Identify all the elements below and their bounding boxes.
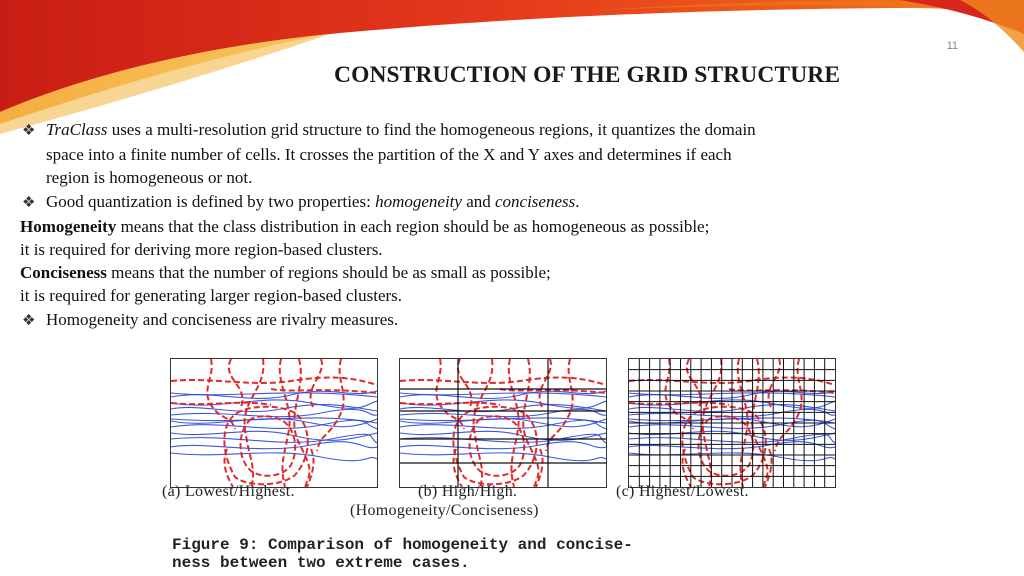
trajectory-red [171,378,377,385]
trajectory-blue [400,420,606,429]
panel-lowest-highest [170,358,378,488]
bullet-text: uses a multi-resolution grid structure to find the homogeneous regions, it quantizes the domain [107,120,756,139]
caption-b: (b) High/High. [418,483,518,500]
homogeneity-definition [20,215,1010,238]
trajectory-blue [171,442,377,449]
trajectory-blue [400,442,606,449]
bullet-text: . [575,191,580,211]
bullet-rivalry [20,308,1010,333]
definition-text: means that the class distribution in each region should be as homogeneous as possible; [116,216,710,236]
definition-term: Conciseness [20,263,107,283]
trajectory-blue [400,393,606,397]
bullet-continuation: region is homogeneous or not. [46,168,253,188]
trajectory-blue [171,453,377,461]
definition-term: Homogeneity [20,216,117,236]
trajectory-red [400,378,606,385]
slide-body [20,118,1010,333]
trajectory-red [769,359,780,407]
trajectory-red [540,359,551,407]
caption-subtitle: (Homogeneity/Conciseness) [350,502,539,519]
trajectory-blue [171,393,377,397]
panel-high-high [399,358,607,488]
page-number: 11 [946,40,958,52]
bullet-traclass [20,118,1010,143]
conciseness-term: conciseness [494,191,576,211]
trajectory-blue [171,420,377,429]
homogeneity-term: homogeneity [375,191,462,211]
trajectory-red [311,359,322,407]
bullet-text: and [461,191,495,211]
bullet-text: Homogeneity and conciseness are rivalry measures. [46,309,399,329]
figure-caption [172,536,633,572]
diamond-bullet-icon: ❖ [22,123,36,139]
caption-a: (a) Lowest/Highest. [162,483,295,500]
definition-text: means that the number of regions should be as small as possible; [106,263,551,283]
conciseness-definition [20,261,1010,284]
definition-continuation: it is required for deriving more region-based clusters. [20,240,383,260]
caption-c: (c) Highest/Lowest. [616,483,749,500]
trajectory-blue [400,453,606,461]
diamond-bullet-icon: ❖ [22,312,36,329]
panel-highest-lowest [628,358,836,488]
slide-title: CONSTRUCTION OF THE GRID STRUCTURE [334,62,841,88]
bullet-continuation: space into a finite number of cells. It crosses the partition of the X and Y axes and determines if each [46,145,732,165]
figure-caption-line: Figure 9: Comparison of homogeneity and concise- [172,536,633,554]
bullet-quantization [20,190,1010,215]
diamond-bullet-icon: ❖ [22,194,36,211]
traclass-term: TraClass [46,120,108,139]
definition-continuation: it is required for generating larger region-based clusters. [20,286,403,306]
grid-comparison-figure [160,350,850,576]
bullet-text: Good quantization is defined by two properties: [46,191,376,211]
figure-caption-line: ness between two extreme cases. [172,554,470,572]
